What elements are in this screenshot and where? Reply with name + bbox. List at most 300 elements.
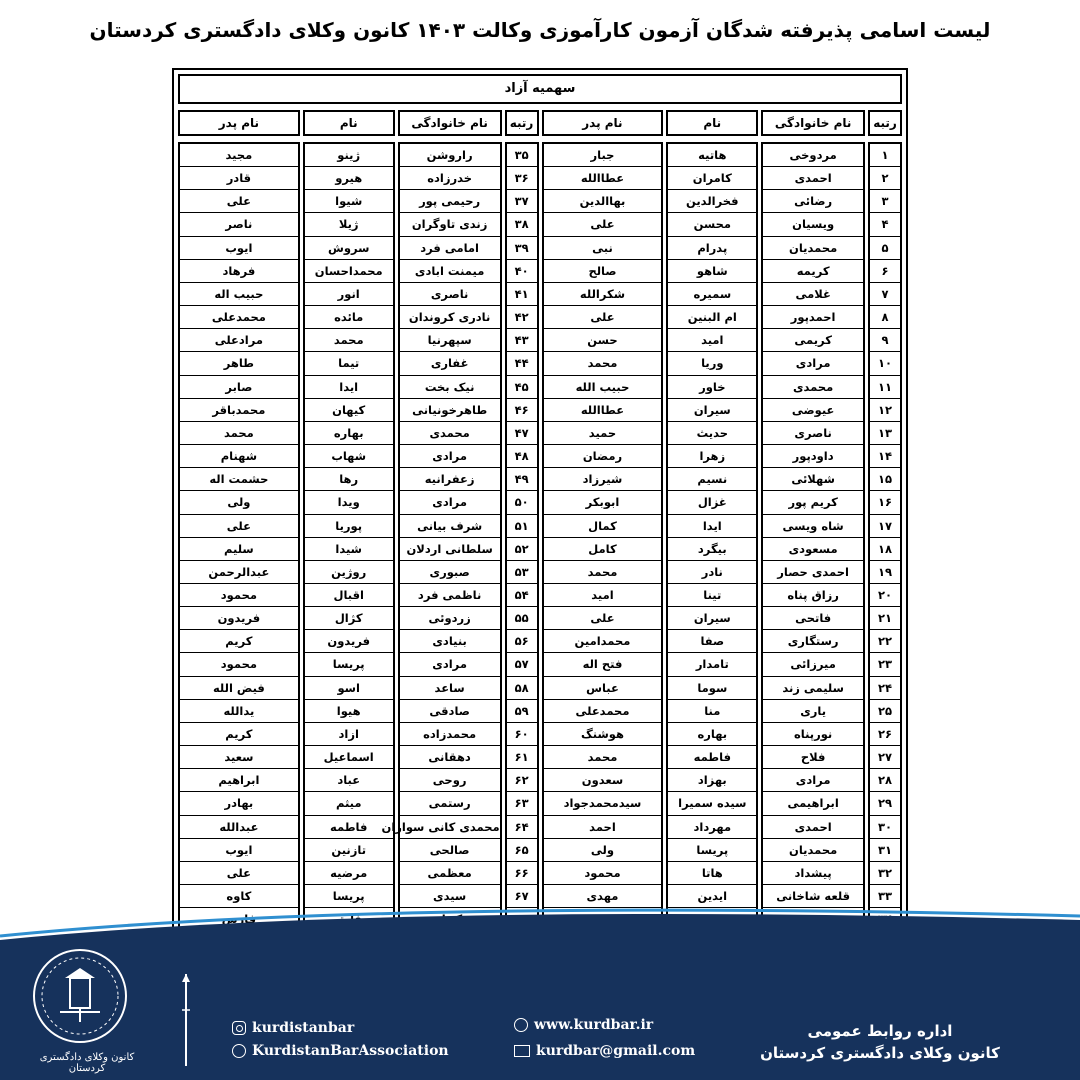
telegram-handle: KurdistanBarAssociation bbox=[252, 1043, 449, 1059]
table-cell: ۱۰ bbox=[870, 352, 900, 375]
table-cell: حبیب الله bbox=[544, 376, 662, 399]
table-cell: ۴۴ bbox=[507, 352, 537, 375]
table-cell: ۴۲ bbox=[507, 306, 537, 329]
table-cell: ۴ bbox=[870, 213, 900, 236]
table-cell: ژینو bbox=[305, 144, 393, 167]
table-cell: دهقانی bbox=[400, 746, 500, 769]
table-cell: فاطمه bbox=[305, 816, 393, 839]
table-cell: ۵۴ bbox=[507, 584, 537, 607]
table-cell: روحی bbox=[400, 769, 500, 792]
table-cell: پریسا bbox=[668, 839, 756, 862]
table-cell: قادر bbox=[180, 167, 298, 190]
table-cell: ام البنین bbox=[668, 306, 756, 329]
quota-label: سهمیه آزاد bbox=[178, 74, 902, 104]
table-cell: ۴۰ bbox=[507, 260, 537, 283]
table-cell: شکرالله bbox=[544, 283, 662, 306]
table-cell: ۲۴ bbox=[870, 677, 900, 700]
table-cell: احمدی bbox=[763, 816, 863, 839]
table-cell: پدرام bbox=[668, 237, 756, 260]
org-name: کانون وکلای دادگستری کردستان bbox=[760, 1044, 1000, 1062]
table-cell: بهاره bbox=[305, 422, 393, 445]
table-cell: صالح bbox=[544, 260, 662, 283]
table-cell: مرادی bbox=[400, 445, 500, 468]
table-cell: مرضیه bbox=[305, 862, 393, 885]
table-cell: ۵۶ bbox=[507, 630, 537, 653]
table-cell: محمد bbox=[544, 352, 662, 375]
table-cell: ۴۸ bbox=[507, 445, 537, 468]
table-cell: امید bbox=[544, 584, 662, 607]
table-cell: هاتا bbox=[668, 862, 756, 885]
table-cell: ۳۸ bbox=[507, 213, 537, 236]
table-cell: غفاری bbox=[400, 352, 500, 375]
table-cell: ۶۱ bbox=[507, 746, 537, 769]
header-family-right: نام خانوادگی bbox=[761, 110, 865, 136]
table-cell: سیدمحمدجواد bbox=[544, 792, 662, 815]
table-cell: عباس bbox=[544, 677, 662, 700]
table-cell: نادر bbox=[668, 561, 756, 584]
table-cell: سیران bbox=[668, 607, 756, 630]
table-cell: محمد bbox=[180, 422, 298, 445]
table-cell: شیرزاد bbox=[544, 468, 662, 491]
table-cell: روژین bbox=[305, 561, 393, 584]
table-cell: ۴۳ bbox=[507, 329, 537, 352]
table-header bbox=[178, 110, 902, 136]
table-cell: ۶ bbox=[870, 260, 900, 283]
table-cell: ۳۱ bbox=[870, 839, 900, 862]
table-cell: مسعودی bbox=[763, 538, 863, 561]
table-cell: مرادی bbox=[400, 491, 500, 514]
table-cell: کیهان bbox=[305, 399, 393, 422]
table-cell: ۲۹ bbox=[870, 792, 900, 815]
bar-association-logo-icon bbox=[30, 946, 130, 1046]
table-cell: ۱۴ bbox=[870, 445, 900, 468]
table-cell: محسن bbox=[668, 213, 756, 236]
table-cell: مجید bbox=[180, 144, 298, 167]
table-cell: ایدین bbox=[668, 885, 756, 908]
table-cell: فارس bbox=[221, 912, 257, 927]
table-cell: حبیب اله bbox=[180, 283, 298, 306]
table-cell: نورپناه bbox=[763, 723, 863, 746]
table-cell: ناظمی فرد bbox=[400, 584, 500, 607]
header-father-right: نام پدر bbox=[542, 110, 664, 136]
header-rank-right: رتبه bbox=[868, 110, 902, 136]
table-cell: امامی فرد bbox=[400, 237, 500, 260]
table-cell: مهدی bbox=[544, 885, 662, 908]
table-cell: احمد bbox=[544, 816, 662, 839]
instagram-handle: kurdistanbar bbox=[252, 1020, 355, 1036]
column-rank-right bbox=[868, 142, 902, 930]
table-cell: کریم پور bbox=[763, 491, 863, 514]
table-cell: اقبال bbox=[305, 584, 393, 607]
table-cell: محمد bbox=[305, 329, 393, 352]
table-cell: ۳۶ bbox=[507, 167, 537, 190]
table-cell: محمدزاده bbox=[400, 723, 500, 746]
table-cell: ایدا bbox=[668, 515, 756, 538]
table-cell: خاور bbox=[668, 376, 756, 399]
table-cell: علی bbox=[180, 515, 298, 538]
table-cell: ۶۰ bbox=[507, 723, 537, 746]
table-cell: عطاالله bbox=[544, 399, 662, 422]
table-cell: پریسا bbox=[305, 653, 393, 676]
table-cell: کریم bbox=[180, 630, 298, 653]
table-cell: رستمی bbox=[400, 792, 500, 815]
instagram-icon bbox=[232, 1021, 246, 1035]
table-cell: ۳۲ bbox=[870, 862, 900, 885]
table-cell: محمدی bbox=[763, 376, 863, 399]
table-cell: رحیمی پور bbox=[400, 190, 500, 213]
table-cell: ۳۳ bbox=[870, 885, 900, 908]
table-cell: زهرا bbox=[668, 445, 756, 468]
table-cell: جبار bbox=[544, 144, 662, 167]
table-cell: محمد bbox=[544, 561, 662, 584]
column-name-left bbox=[303, 142, 395, 930]
table-cell: حدیث bbox=[668, 422, 756, 445]
table-cell: محمود bbox=[180, 653, 298, 676]
table-cell: علی bbox=[180, 862, 298, 885]
table-cell: صفا bbox=[668, 630, 756, 653]
table-cell: محمدی کانی سواران bbox=[400, 816, 500, 839]
table-cell: مردوخی bbox=[763, 144, 863, 167]
table-cell: عبدالله bbox=[180, 816, 298, 839]
table-cell: ۷ bbox=[870, 283, 900, 306]
table-cell: علی bbox=[544, 607, 662, 630]
table-cell: ۴۱ bbox=[507, 283, 537, 306]
table-cell: ۶۳ bbox=[507, 792, 537, 815]
table-cell: کریمی bbox=[763, 329, 863, 352]
table-cell: کمال bbox=[544, 515, 662, 538]
table-cell: رستگاری bbox=[763, 630, 863, 653]
table-cell: طاهر bbox=[180, 352, 298, 375]
table-cell: رمضان bbox=[544, 445, 662, 468]
table-cell: محمدعلی bbox=[544, 700, 662, 723]
table-cell: ۲۲ bbox=[870, 630, 900, 653]
table-cell: ناصری bbox=[763, 422, 863, 445]
mail-icon bbox=[514, 1045, 530, 1057]
table-cell: ۵۰ bbox=[507, 491, 537, 514]
table-cell: محمدباقر bbox=[180, 399, 298, 422]
table-cell: پوریا bbox=[305, 515, 393, 538]
table-cell: ازاد bbox=[305, 723, 393, 746]
table-cell: ۲۶ bbox=[870, 723, 900, 746]
table-cell: ۶۴ bbox=[507, 816, 537, 839]
table-cell: محمود bbox=[544, 862, 662, 885]
table-cell: سمیره bbox=[668, 283, 756, 306]
table-cell: شیدا bbox=[305, 538, 393, 561]
table-cell: احمدپور bbox=[763, 306, 863, 329]
header-name-left: نام bbox=[303, 110, 395, 136]
table-cell: طاهرخونیانی bbox=[400, 399, 500, 422]
table-cell: میمنت ابادی bbox=[400, 260, 500, 283]
table-cell: فتح اله bbox=[544, 653, 662, 676]
table-cell: داودپور bbox=[763, 445, 863, 468]
table-cell: یاری bbox=[763, 700, 863, 723]
table-cell: مرادی bbox=[763, 769, 863, 792]
table-cell: عطاالله bbox=[544, 167, 662, 190]
table-cell: حمید bbox=[544, 422, 662, 445]
table-cell: یدالله bbox=[180, 700, 298, 723]
table-cell: ۲۵ bbox=[870, 700, 900, 723]
table-cell: قلعه شاخانی bbox=[763, 885, 863, 908]
table-cell: فلاح bbox=[763, 746, 863, 769]
table-cell: محمدیان bbox=[763, 839, 863, 862]
table-cell: منا bbox=[668, 700, 756, 723]
header-father-left: نام پدر bbox=[178, 110, 300, 136]
table-cell: ۶۲ bbox=[507, 769, 537, 792]
column-name-right bbox=[666, 142, 758, 930]
table-cell: بیگرد bbox=[668, 538, 756, 561]
table-cell: ۲ bbox=[870, 167, 900, 190]
table-cell: ۶۶ bbox=[507, 862, 537, 885]
table-cell: غلامی bbox=[763, 283, 863, 306]
table-cell: ۳۷ bbox=[507, 190, 537, 213]
table-cell: میثم bbox=[305, 792, 393, 815]
table-cell: کریم bbox=[180, 723, 298, 746]
table-cell: سوما bbox=[668, 677, 756, 700]
table-cell: کریمه bbox=[763, 260, 863, 283]
table-cell: تیما bbox=[305, 352, 393, 375]
table-cell: زندی تاوگران bbox=[400, 213, 500, 236]
table-cell: پریسا bbox=[305, 885, 393, 908]
table-cell: محمدامین bbox=[544, 630, 662, 653]
table-cell: ۳۰ bbox=[870, 816, 900, 839]
table-cell: نیک بخت bbox=[400, 376, 500, 399]
table-cell: میرزائی bbox=[763, 653, 863, 676]
table-cell: ۲۳ bbox=[870, 653, 900, 676]
table-cell: وریا bbox=[668, 352, 756, 375]
table-cell: راروشن bbox=[400, 144, 500, 167]
table-cell: ۱۱ bbox=[870, 376, 900, 399]
table-cell: اسو bbox=[305, 677, 393, 700]
table-cell: ساعد bbox=[400, 677, 500, 700]
table-cell: رضائی bbox=[763, 190, 863, 213]
table-cell: ۱۹ bbox=[870, 561, 900, 584]
website-link[interactable] bbox=[514, 1017, 653, 1033]
table-cell: ایدا bbox=[305, 376, 393, 399]
table-cell: ۵۱ bbox=[507, 515, 537, 538]
table-cell: ۵۷ bbox=[507, 653, 537, 676]
table-cell: ۵۵ bbox=[507, 607, 537, 630]
table-cell: سلیمی زند bbox=[763, 677, 863, 700]
table-cell: ناصر bbox=[180, 213, 298, 236]
table-cell: عباد bbox=[305, 769, 393, 792]
table-cell: ایوب bbox=[180, 237, 298, 260]
table-cell: مهرداد bbox=[668, 816, 756, 839]
table-cell: شهنام bbox=[180, 445, 298, 468]
table-cell: هاتیه bbox=[668, 144, 756, 167]
table-cell: مائده bbox=[305, 306, 393, 329]
table-cell: پیشداد bbox=[763, 862, 863, 885]
table-cell: ویسیان bbox=[763, 213, 863, 236]
telegram-link[interactable] bbox=[232, 1043, 449, 1059]
table-cell: عبدالرحمن bbox=[180, 561, 298, 584]
table-cell: محمد bbox=[544, 746, 662, 769]
table-cell: کژال bbox=[305, 607, 393, 630]
table-cell: مرادی bbox=[400, 653, 500, 676]
table-cell: ۸ bbox=[870, 306, 900, 329]
table-cell: ۱۵ bbox=[870, 468, 900, 491]
table-cell: ۴۵ bbox=[507, 376, 537, 399]
table-cell: سیران bbox=[668, 399, 756, 422]
table-cell: هیرو bbox=[305, 167, 393, 190]
table-cell: سعید bbox=[180, 746, 298, 769]
table-cell: سعدون bbox=[544, 769, 662, 792]
table-cell: احمدی bbox=[763, 167, 863, 190]
header-name-right: نام bbox=[666, 110, 758, 136]
table-cell: نبی bbox=[544, 237, 662, 260]
table-cell: ۵۹ bbox=[507, 700, 537, 723]
table-cell: مرادی bbox=[763, 352, 863, 375]
table-cell: ۱۶ bbox=[870, 491, 900, 514]
table-cell: محمدیان bbox=[763, 237, 863, 260]
table-cell: کامران bbox=[668, 167, 756, 190]
table-cell: رزاق پناه bbox=[763, 584, 863, 607]
table-cell: ۱۲ bbox=[870, 399, 900, 422]
table-cell: کامل bbox=[544, 538, 662, 561]
table-cell: شهلائی bbox=[763, 468, 863, 491]
table-cell: علی bbox=[544, 213, 662, 236]
table-cell: صبوری bbox=[400, 561, 500, 584]
table-cell: ۴۹ bbox=[507, 468, 537, 491]
table-cell: ابراهیمی bbox=[763, 792, 863, 815]
table-cell: هوشنگ bbox=[544, 723, 662, 746]
table-cell: محمدعلی bbox=[180, 306, 298, 329]
table-cell: ۵۸ bbox=[507, 677, 537, 700]
table-cell: تامدار bbox=[668, 653, 756, 676]
table-cell: شاهو bbox=[668, 260, 756, 283]
table-cell: هیوا bbox=[305, 700, 393, 723]
table-cell: ۶۵ bbox=[507, 839, 537, 862]
table-cell: عیوضی bbox=[763, 399, 863, 422]
table-cell: علی bbox=[544, 306, 662, 329]
page-title: لیست اسامی پذیرفته شدگان آزمون کارآموزی وکالت ۱۴۰۳ کانون وکلای دادگستری کردستان bbox=[89, 18, 991, 42]
table-cell: ۱۳ bbox=[870, 422, 900, 445]
table-cell: ویدا bbox=[305, 491, 393, 514]
table-cell: نادری کروندان bbox=[400, 306, 500, 329]
table-cell: ۵۲ bbox=[507, 538, 537, 561]
table-cell: بنیادی bbox=[400, 630, 500, 653]
table-cell: بهادر bbox=[180, 792, 298, 815]
table-cell: ۴۶ bbox=[507, 399, 537, 422]
table-body bbox=[178, 142, 902, 930]
table-cell: ۲۷ bbox=[870, 746, 900, 769]
globe-icon bbox=[514, 1018, 528, 1032]
table-cell: خدرزاده bbox=[400, 167, 500, 190]
table-cell: اسماعیل bbox=[305, 746, 393, 769]
table-cell: محمود bbox=[180, 584, 298, 607]
table-cell: ابراهیم bbox=[180, 769, 298, 792]
table-cell: ژیلا bbox=[305, 213, 393, 236]
table-cell: ۱۸ bbox=[870, 538, 900, 561]
table-cell: سیدی bbox=[400, 885, 500, 908]
table-cell: ۳ bbox=[870, 190, 900, 213]
table-cell: ۹ bbox=[870, 329, 900, 352]
table-cell: ناصری bbox=[400, 283, 500, 306]
column-father-left bbox=[178, 142, 300, 930]
column-rank-left bbox=[505, 142, 539, 930]
table-cell: رها bbox=[305, 468, 393, 491]
table-cell: کاوه bbox=[180, 885, 298, 908]
table-cell: سلیم bbox=[180, 538, 298, 561]
table-cell: ۲۸ bbox=[870, 769, 900, 792]
table-cell: شیوا bbox=[305, 190, 393, 213]
table-cell: صالحی bbox=[400, 839, 500, 862]
table-cell: زعفرانیه bbox=[400, 468, 500, 491]
table-cell: ۵ bbox=[870, 237, 900, 260]
table-cell: فخرالدین bbox=[668, 190, 756, 213]
table-cell: ۳۹ bbox=[507, 237, 537, 260]
table-cell: شهاب bbox=[305, 445, 393, 468]
table-cell: انور bbox=[305, 283, 393, 306]
table-cell: ابوبکر bbox=[544, 491, 662, 514]
table-cell: علی bbox=[180, 190, 298, 213]
table-cell: حسن bbox=[544, 329, 662, 352]
telegram-icon bbox=[232, 1044, 246, 1058]
instagram-link[interactable] bbox=[232, 1020, 354, 1036]
table-cell: ۱۷ bbox=[870, 515, 900, 538]
table-cell: حشمت اله bbox=[180, 468, 298, 491]
org-credit bbox=[750, 1020, 1010, 1064]
logo-caption: کانون وکلای دادگستری کردستان bbox=[39, 1052, 135, 1074]
table-cell: بهاره bbox=[668, 723, 756, 746]
table-cell: فیض الله bbox=[180, 677, 298, 700]
table-cell: ۲۰ bbox=[870, 584, 900, 607]
website-url: www.kurdbar.ir bbox=[534, 1017, 654, 1033]
table-cell: شاه ویسی bbox=[763, 515, 863, 538]
footer-wave-icon bbox=[0, 910, 1080, 970]
table-cell: ۱ bbox=[870, 144, 900, 167]
table-cell: ولی bbox=[544, 839, 662, 862]
table-cell: ایوب bbox=[180, 839, 298, 862]
header-rank-left: رتبه bbox=[505, 110, 539, 136]
header-family-left: نام خانوادگی bbox=[398, 110, 502, 136]
table-cell: امید bbox=[668, 329, 756, 352]
results-sheet bbox=[172, 68, 908, 934]
column-family-left bbox=[381, 142, 502, 930]
table-cell: ۵۳ bbox=[507, 561, 537, 584]
org-department: اداره روابط عمومی bbox=[807, 1022, 953, 1040]
table-cell: سروش bbox=[305, 237, 393, 260]
table-cell: محمداحسان bbox=[305, 260, 393, 283]
table-cell: سیده سمیرا bbox=[668, 792, 756, 815]
table-cell: سلطانی اردلان bbox=[400, 538, 500, 561]
table-cell: غزال bbox=[668, 491, 756, 514]
table-cell: مرادعلی bbox=[180, 329, 298, 352]
table-cell: ۶۷ bbox=[507, 885, 537, 908]
table-cell: بهزاد bbox=[668, 769, 756, 792]
table-cell: ۴۷ bbox=[507, 422, 537, 445]
table-cell: تینا bbox=[668, 584, 756, 607]
table-cell: فرهاد bbox=[180, 260, 298, 283]
pen-icon bbox=[178, 970, 194, 1070]
email-link[interactable] bbox=[514, 1043, 695, 1059]
footer bbox=[0, 940, 1080, 1080]
table-cell: تازنین bbox=[305, 839, 393, 862]
table-cell: احمدی حصار bbox=[763, 561, 863, 584]
table-cell: بهاالدین bbox=[544, 190, 662, 213]
table-cell: محمدی bbox=[400, 422, 500, 445]
table-cell: شرف بیانی bbox=[400, 515, 500, 538]
table-cell: صابر bbox=[180, 376, 298, 399]
table-cell: فریدون bbox=[180, 607, 298, 630]
email-address: kurdbar@gmail.com bbox=[536, 1043, 696, 1059]
table-cell: سپهرنیا bbox=[400, 329, 500, 352]
column-family-right bbox=[761, 142, 865, 930]
table-cell: فاتحی bbox=[763, 607, 863, 630]
table-cell: ولی bbox=[180, 491, 298, 514]
table-cell: نسیم bbox=[668, 468, 756, 491]
table-cell: ۲۱ bbox=[870, 607, 900, 630]
table-cell: صادقی bbox=[400, 700, 500, 723]
